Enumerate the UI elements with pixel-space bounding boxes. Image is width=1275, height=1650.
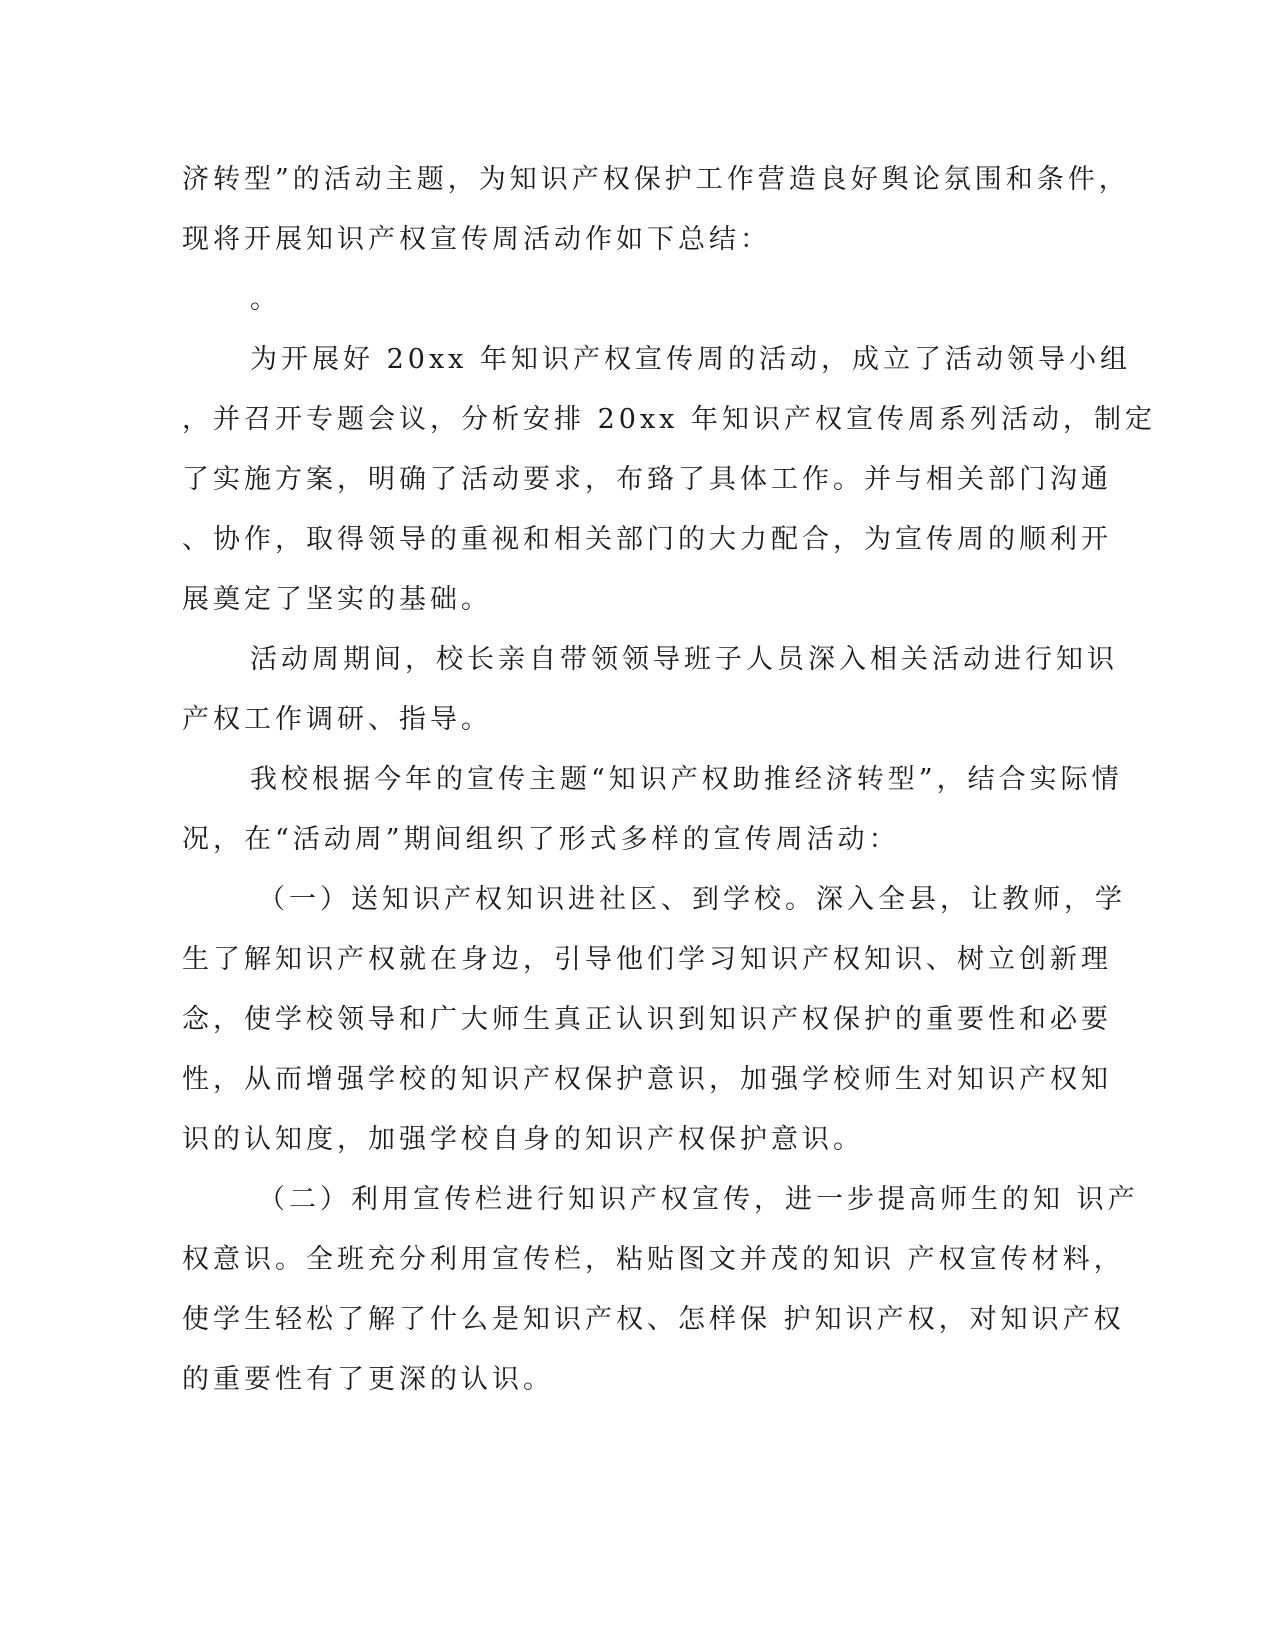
text-line: 生了解知识产权就在身边，引导他们学习知识产权知识、树立创新理 <box>182 944 1112 975</box>
text-line: 性，从而增强学校的知识产权保护意识，加强学校师生对知识产权知 <box>182 1064 1112 1095</box>
text-line: 权意识。全班充分利用宣传栏，粘贴图文并茂的知识 产权宣传材料， <box>182 1244 1125 1275</box>
text-line: 使学生轻松了解了什么是知识产权、怎样保 护知识产权，对知识产权 <box>182 1304 1125 1335</box>
text-line: 展奠定了坚实的基础。 <box>182 584 492 615</box>
text-line: 产权工作调研、指导。 <box>182 704 492 735</box>
section-heading-line: （二）利用宣传栏进行知识产权宣传，进一步提高师生的知 识产 <box>258 1184 1139 1215</box>
paragraph-start-line: 为开展好 20xx 年知识产权宣传周的活动，成立了活动领导小组 <box>250 344 1131 375</box>
paragraph-start-line: 我校根据今年的宣传主题“知识产权助推经济转型”，结合实际情 <box>250 764 1123 795</box>
paragraph-start-line: 活动周期间，校长亲自带领领导班子人员深入相关活动进行知识 <box>250 644 1118 675</box>
text-line: 况，在“活动周”期间组织了形式多样的宣传周活动： <box>182 824 900 855</box>
text-line: 、协作，取得领导的重视和相关部门的大力配合，为宣传周的顺利开 <box>182 524 1112 555</box>
text-line: 济转型”的活动主题，为知识产权保护工作营造良好舆论氛围和条件， <box>182 164 1130 195</box>
section-heading-line: （一）送知识产权知识进社区、到学校。深入全县，让教师，学 <box>258 884 1126 915</box>
text-line: ，并召开专题会议，分析安排 20xx 年知识产权宣传周系列活动，制定 <box>182 404 1156 435</box>
text-line: 了实施方案，明确了活动要求，布臵了具体工作。并与相关部门沟通 <box>182 464 1112 495</box>
text-line: 的重要性有了更深的认识。 <box>182 1364 554 1395</box>
text-line: 。 <box>250 284 281 315</box>
text-line: 念，使学校领导和广大师生真正认识到知识产权保护的重要性和必要 <box>182 1004 1112 1035</box>
text-line: 现将开展知识产权宣传周活动作如下总结： <box>182 224 771 255</box>
text-line: 识的认知度，加强学校自身的知识产权保护意识。 <box>182 1124 864 1155</box>
document-body <box>182 150 1156 1410</box>
